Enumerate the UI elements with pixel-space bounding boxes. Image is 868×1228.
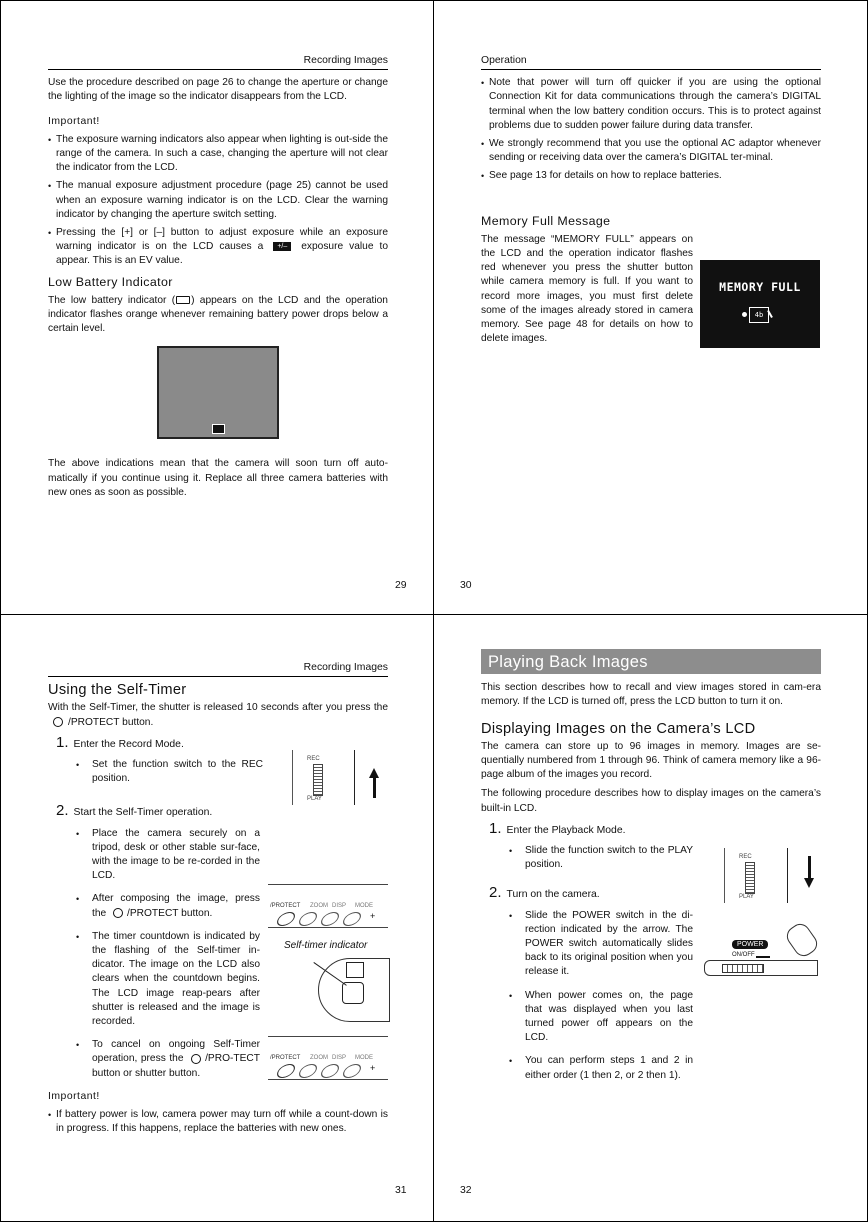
mode-label: MODE [355,903,373,909]
body-paragraph: The camera can store up to 96 images in memory. Images are se-quentially numbered from 1 through 96. Think of camera memory like a 96-page album of the images you record. [481,740,821,781]
text: ) appears on the LCD and the operation indicator flashes orange whenever remaining battery power drops below a certain level. [48,294,388,335]
hand-outline [783,920,821,960]
section-title: Memory Full Message [481,213,611,228]
switch-slider [745,862,755,894]
memory-card-icon: 4b [749,307,769,323]
section-title: Displaying Images on the Camera’s LCD [481,720,756,737]
onoff-label: ON/OFF [732,952,755,958]
disp-label: DISP [332,1055,347,1061]
self-timer-figure [284,940,388,1022]
step-1 [489,819,821,838]
self-timer-icon [53,717,63,727]
disp-label: DISP [332,903,347,909]
rec-label: REC [739,854,752,860]
list-item: • Slide the POWER switch in the di-rection indicated by the arrow. The POWER switch automatically slides back to its original position when you release it. [481,909,693,980]
list-item: • Slide the function switch to the PLAY position. [481,844,693,872]
divider [787,848,788,903]
list-item: • Set the function switch to the REC position. [48,758,263,786]
vertical-divider [433,0,434,1221]
list-item: • The timer countdown is indicated by the flashing of the Self-timer in-dicator. The image on the LCD also clears when the countdown begins. The LCD image reap-pears after shutter is released and the image is recorded. [48,930,260,1029]
zoom-label: ZOOM [310,903,328,909]
lcd-text: MEMORY FULL [719,280,801,294]
list-item: • Place the camera securely on a tripod, desk or other stable sur-face, with the image to be re-corded in the LCD. [48,827,260,884]
self-timer-label: Self-timer indicator [284,940,368,951]
function-switch-figure [292,750,388,805]
intro-paragraph [48,701,388,729]
arrow-down-icon [808,856,811,878]
step-number: 2. [489,884,502,902]
memory-icon [742,306,774,324]
divider [354,750,355,805]
step-number: 1. [489,819,502,837]
mode-label: MODE [355,1055,373,1061]
notes-list [481,76,821,183]
step-text: Start the Self-Timer operation. [73,807,213,819]
important-list [48,133,388,269]
list-item [48,226,388,269]
important-label: Important! [48,1090,100,1102]
running-header: Recording Images [48,54,388,70]
self-timer-indicator [346,962,364,978]
list-item: • You can perform steps 1 and 2 in either order (1 then 2, or 2 then 1). [481,1054,693,1082]
ev-icon: +/– [273,242,291,251]
running-header: Operation [481,54,821,70]
step-2-list [48,827,260,1081]
plus-label: + [370,1063,376,1073]
self-timer-icon [191,1054,201,1064]
low-battery-icon [212,424,225,434]
list-item: • We strongly recommend that you use the optional AC adaptor whenever sending or receiving data over the camera’s DIGITAL ter-minal. [481,137,821,165]
step-1-list [48,758,263,786]
running-header: Recording Images [48,661,388,677]
function-switch-figure [724,848,821,903]
section-title: Low Battery Indicator [48,274,173,289]
body-paragraph: The following procedure describes how to display images on the camera’s built-in LCD. [481,788,821,814]
list-item: • See page 13 for details on how to replace batteries. [481,169,821,183]
text: To cancel on ongoing Self-Timer operation, press the [92,1039,260,1065]
arrow-head [804,878,814,888]
intro-paragraph: Use the procedure described on page 26 to change the aperture or change the lighting of the image so the indicator disappears from the LCD. [48,77,388,103]
step-2-list [481,909,693,1083]
list-item [48,892,260,920]
buttons-figure [268,1036,388,1080]
protect-button-label: /PROTECT [270,903,301,909]
intro-paragraph: This section describes how to recall and view images stored in cam-era memory. If the LCD is turned off, press the LCD button to turn it on. [481,682,821,708]
memory-full-paragraph: The message “MEMORY FULL” appears on the LCD and the operation indicator flashes red whenever you press the shutter button while camera memory is full. If you want to record more images, you must first delete some of the images already stored in camera memory. See page 48 for details on how to delete images. [481,233,693,345]
play-label: PLAY [307,796,322,802]
memory-full-lcd [700,260,820,348]
zoom-label: ZOOM [310,1055,328,1061]
text: With the Self-Timer, the shutter is released 10 seconds after you press the [48,702,388,714]
step-2 [56,804,388,820]
page-number: 29 [395,580,407,591]
text: /PRO-TECT button or shutter button. [92,1053,260,1079]
buttons-figure [268,884,388,928]
self-timer-icon [113,908,123,918]
page-title: Using the Self-Timer [48,682,187,699]
list-item: • When power comes on, the page that was displayed when you last turned power off appears on the LCD. [481,989,693,1046]
closing-paragraph: The above indications mean that the camera will soon turn off auto-matically if you continue using it. Replace all three camera batteries with new ones as soon as possible. [48,458,388,498]
text: After composing the image, press the [92,893,260,919]
switch-slider [313,764,323,796]
list-item: • The manual exposure adjustment procedure (page 25) cannot be used when an exposure warning indicator is on the LCD. Clear the warning indicator by changing the aperture switch setting. [48,179,388,222]
horizontal-divider [0,614,867,615]
switch-grip [722,964,764,973]
oval-buttons [278,912,368,926]
page-number: 31 [395,1185,407,1196]
text: The low battery indicator ( [48,294,176,306]
step-number: 2. [56,802,69,820]
plus-label: + [370,911,376,921]
lcd-figure [157,346,279,439]
page-number: 30 [460,580,472,591]
important-label: Important! [48,115,100,127]
list-item [48,1038,260,1081]
step-text: Enter the Playback Mode. [506,824,626,836]
list-item: • Note that power will turn off quicker if you are using the optional Connection Kit for data communications through the camera’s DIGITAL terminal when the low battery condition occurs. This is to protect against problems due to sudden power failure during data transfer. [481,76,821,133]
play-label: PLAY [739,894,754,900]
step-text: Enter the Record Mode. [73,738,184,750]
page-number: 32 [460,1185,472,1196]
step-number: 1. [56,733,69,751]
text: exposure value to appear. This is an EV value. [56,241,388,267]
important-list [48,1108,388,1136]
direction-arrow [756,956,770,958]
power-switch-figure [702,922,820,978]
oval-buttons [278,1064,368,1078]
low-battery-paragraph [48,294,388,337]
list-item: • If battery power is low, camera power may turn off while a count-down is in progress. If this happens, replace the batteries with new ones. [48,1108,388,1136]
text: Pressing the [+] or [–] button to adjust exposure while an exposure warning indicator is on the LCD causes a [56,227,388,253]
text: /PROTECT button. [68,716,154,728]
lens-icon [342,982,364,1004]
step-1-list [481,844,693,872]
arrow-up-icon [373,776,376,798]
protect-button-label: /PROTECT [270,1055,301,1061]
page-29 [48,54,388,510]
page-banner: Playing Back Images [481,649,821,674]
list-item: • The exposure warning indicators also appear when lighting is out-side the range of the camera. In such a case, changing the aperture will not clear the indicator from the LCD. [48,133,388,176]
text: /PROTECT button. [127,907,213,919]
battery-icon [176,296,190,304]
arrow-head [369,768,379,778]
rec-label: REC [307,756,320,762]
power-label: POWER [732,940,768,949]
step-text: Turn on the camera. [506,889,600,901]
